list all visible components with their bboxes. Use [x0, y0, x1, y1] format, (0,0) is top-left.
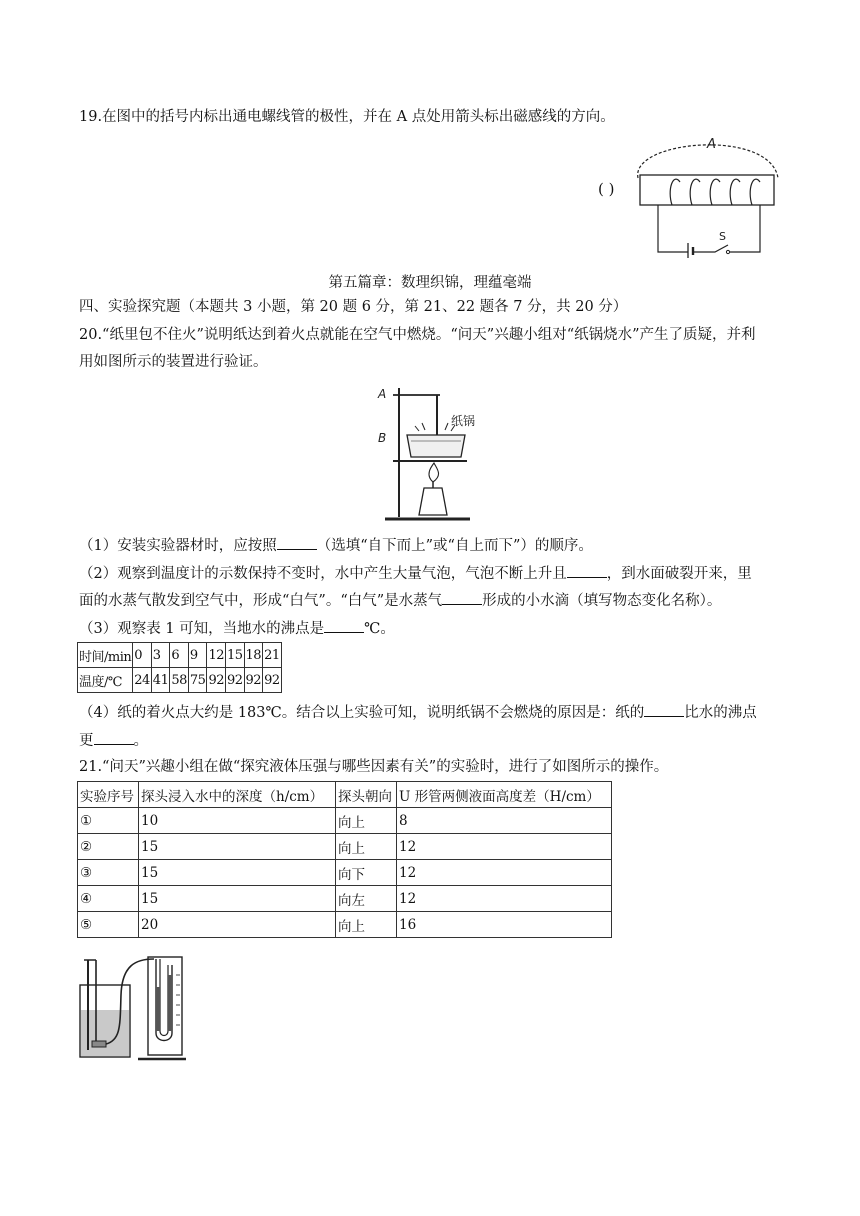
q19-text: 19.在图中的括号内标出通电螺线管的极性，并在 A 点处用箭头标出磁感线的方向。 — [79, 109, 615, 125]
q20-part3-b: ℃。 — [364, 621, 395, 637]
chapter-title: 第五篇章：数理织锦，理蕴毫端 — [328, 275, 532, 291]
table-cell: 温度/℃ — [78, 668, 133, 693]
table-row — [78, 886, 612, 912]
table-cell: 75 — [188, 668, 207, 693]
table-cell: 向下 — [336, 860, 397, 886]
fig-label-b: B — [378, 431, 387, 445]
answer-blank[interactable] — [324, 618, 364, 633]
q20-part2-c: 面的水蒸气散发到空气中，形成“白气”。“白气”是水蒸气 — [79, 593, 443, 609]
table-cell: 92 — [225, 668, 244, 693]
q20-part3-a: （3）观察表 1 可知，当地水的沸点是 — [79, 621, 325, 637]
table-cell: 15 — [139, 886, 336, 912]
q20-part4-a: （4）纸的着火点大约是 183℃。结合以上实验可知，说明纸锅不会燃烧的原因是：纸的 — [79, 705, 645, 721]
q20-part2-b: ，到水面破裂开来，里 — [606, 566, 752, 582]
q20-part2-a: （2）观察到温度计的示数保持不变时，水中产生大量气泡，气泡不断上升且 — [79, 566, 567, 582]
q20-part4-line2 — [79, 730, 148, 751]
table-cell: 6 — [170, 643, 189, 668]
table-cell: 时间/min — [78, 643, 133, 668]
table-cell: 41 — [151, 668, 170, 693]
u-tube-manometer-figure — [76, 955, 188, 1063]
table-cell: 向左 — [336, 886, 397, 912]
table-row — [78, 808, 612, 834]
q20-part1 — [79, 535, 593, 556]
q20-intro-line1: 20.“纸里包不住火”说明纸达到着火点就能在空气中燃烧。“问天”兴趣小组对“纸锅烧水”产生了质疑，并利 — [79, 327, 756, 343]
q20-part4-c: 更 — [79, 733, 94, 749]
q20-part2-d: 形成的小水滴（填写物态变化名称）。 — [482, 593, 722, 609]
table-cell: ④ — [78, 886, 139, 912]
header-cell: 探头朝向 — [336, 782, 397, 808]
answer-blank[interactable] — [567, 563, 607, 578]
table-cell: 92 — [263, 668, 282, 693]
table-cell: ① — [78, 808, 139, 834]
answer-blank[interactable] — [644, 702, 684, 717]
q19-label-s: S — [719, 230, 726, 243]
answer-blank[interactable] — [94, 730, 134, 745]
q21-pressure-table — [77, 781, 612, 938]
table-cell: ⑤ — [78, 912, 139, 938]
answer-blank[interactable] — [442, 590, 482, 605]
table-cell: 向上 — [336, 834, 397, 860]
table-cell: 15 — [225, 643, 244, 668]
table-cell: 向上 — [336, 808, 397, 834]
q20-part3 — [79, 618, 395, 639]
q20-part1-b: （选填“自下而上”或“自上而下”）的顺序。 — [316, 538, 593, 554]
q20-part4-b: 比水的沸点 — [684, 705, 757, 721]
table-cell: 58 — [170, 668, 189, 693]
table-cell: 9 — [188, 643, 207, 668]
q20-part4-d: 。 — [133, 733, 148, 749]
table-cell: 12 — [397, 860, 612, 886]
table-cell: 18 — [244, 643, 263, 668]
table-cell: ② — [78, 834, 139, 860]
paper-pot-apparatus-figure — [375, 383, 495, 525]
table-cell: 15 — [139, 860, 336, 886]
section-four-heading: 四、实验探究题（本题共 3 小题，第 20 题 6 分，第 21、22 题各 7 分，共 20 分） — [79, 299, 628, 315]
solenoid-circuit-figure — [620, 130, 790, 260]
q19-paren: ( ) — [598, 180, 615, 198]
q20-part1-a: （1）安装实验器材时，应按照 — [79, 538, 277, 554]
table-row — [78, 860, 612, 886]
table-cell: 向上 — [336, 912, 397, 938]
header-cell: U 形管两侧液面高度差（H/cm） — [397, 782, 612, 808]
table-cell: ③ — [78, 860, 139, 886]
fig-label-a: A — [378, 387, 387, 401]
header-cell: 探头浸入水中的深度（h/cm） — [139, 782, 336, 808]
table-cell: 92 — [207, 668, 226, 693]
q20-part4-line1 — [79, 702, 757, 723]
table-row — [78, 912, 612, 938]
table-row — [78, 668, 282, 693]
table-cell: 10 — [139, 808, 336, 834]
table-cell: 3 — [151, 643, 170, 668]
table-1-boiling — [77, 642, 282, 693]
table-cell: 24 — [133, 668, 152, 693]
fig-label-paper-pot: 纸锅 — [451, 414, 476, 428]
table-row — [78, 643, 282, 668]
table-cell: 12 — [397, 886, 612, 912]
q20-part2-line2 — [79, 590, 721, 611]
q21-intro: 21.“问天”兴趣小组在做“探究液体压强与哪些因素有关”的实验时，进行了如图所示的操作。 — [79, 759, 669, 775]
q20-part2-line1 — [79, 563, 752, 584]
header-cell: 实验序号 — [78, 782, 139, 808]
answer-blank[interactable] — [277, 535, 317, 550]
table-header-row — [78, 782, 612, 808]
table-cell: 8 — [397, 808, 612, 834]
table-cell: 12 — [397, 834, 612, 860]
table-cell: 20 — [139, 912, 336, 938]
table-cell: 0 — [133, 643, 152, 668]
table-cell: 21 — [263, 643, 282, 668]
table-cell: 92 — [244, 668, 263, 693]
table-cell: 16 — [397, 912, 612, 938]
table-row — [78, 834, 612, 860]
q20-intro-line2: 用如图所示的装置进行验证。 — [79, 354, 268, 370]
q19-label-a: A — [707, 137, 716, 152]
table-cell: 15 — [139, 834, 336, 860]
table-cell: 12 — [207, 643, 226, 668]
